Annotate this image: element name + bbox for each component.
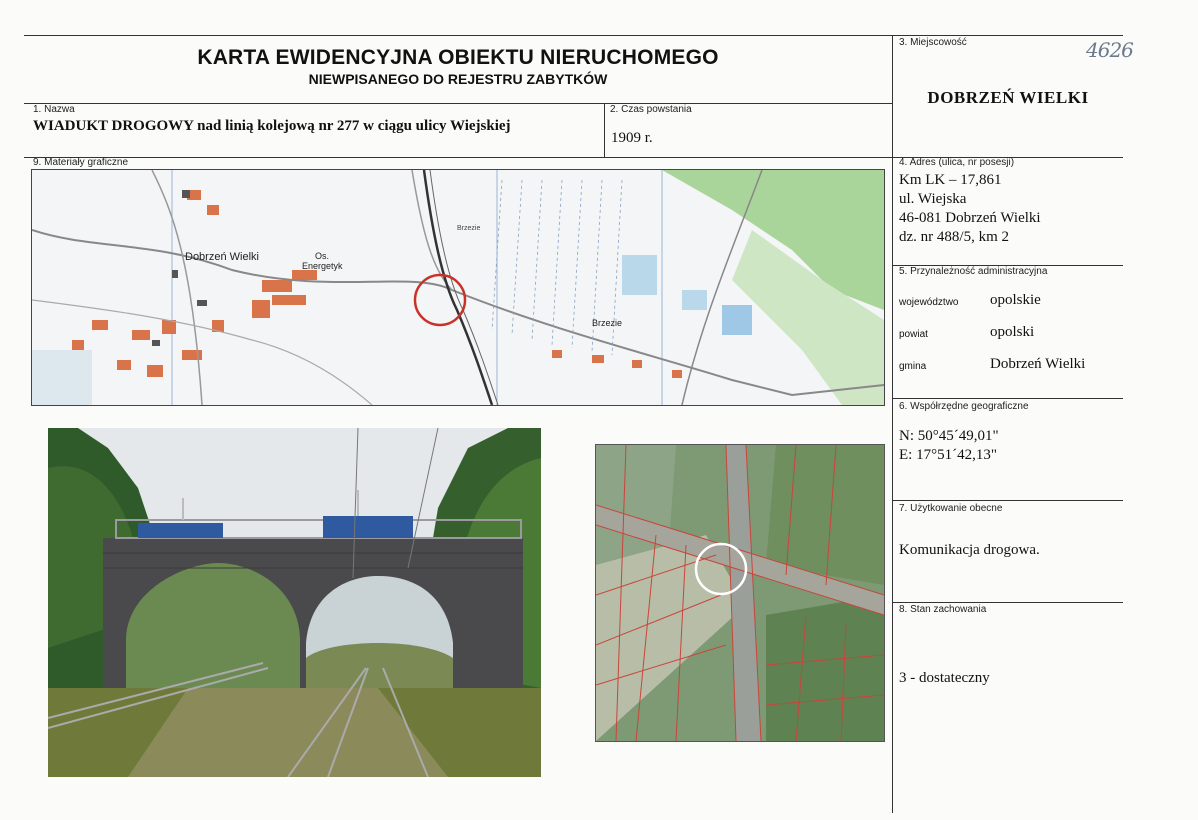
orthophoto-map [595, 444, 885, 742]
coord-n: N: 50°45´49,01" [899, 428, 999, 444]
coord-divider [892, 500, 1123, 501]
card-subtitle: NIEWPISANEGO DO REJESTRU ZABYTKÓW [308, 71, 608, 87]
miejscowosc-label: 3. Miejscowość [899, 37, 967, 48]
wspolrzedne-label: 6. Współrzędne geograficzne [899, 401, 1029, 412]
wojewodztwo-value: opolskie [990, 292, 1041, 308]
stan-label: 8. Stan zachowania [899, 604, 987, 615]
adres-line: ul. Wiejska [899, 191, 967, 207]
materialy-label: 9. Materiały graficzne [33, 157, 129, 168]
viaduct-photo [48, 428, 541, 777]
czas-label: 2. Czas powstania [610, 104, 692, 115]
gmina-label: gmina [899, 361, 927, 372]
map-label-energetyk: Energetyk [302, 261, 343, 271]
map-label-dobrzen: Dobrzeń Wielki [185, 251, 259, 263]
orthophoto-drawing [596, 445, 884, 741]
map-label-os: Os. [315, 251, 330, 261]
uzytkowanie-value: Komunikacja drogowa. [899, 542, 1040, 558]
adres-value [899, 171, 1041, 247]
nazwa-value: WIADUKT DROGOWY nad linią kolejową nr 277 w ciągu ulicy Wiejskiej [33, 118, 511, 134]
adres-label: 4. Adres (ulica, nr posesji) [899, 157, 1015, 168]
map-label-brzezie-2: Brzezie [592, 318, 623, 328]
adres-line: dz. nr 488/5, km 2 [899, 229, 1009, 245]
stan-value: 3 - dostateczny [899, 670, 990, 686]
coordinates [899, 427, 999, 465]
powiat-label: powiat [899, 329, 928, 340]
czas-value: 1909 r. [611, 130, 653, 146]
photo-drawing [48, 428, 541, 777]
adres-line: Km LK – 17,861 [899, 172, 1002, 188]
handwritten-number: 4626 [1086, 38, 1133, 62]
time-vertical [604, 103, 605, 157]
top-border [24, 35, 1123, 36]
coord-e: E: 17°51´42,13" [899, 447, 997, 463]
usage-divider [892, 602, 1123, 603]
gmina-value: Dobrzeń Wielki [990, 356, 1086, 372]
nazwa-label: 1. Nazwa [33, 104, 75, 115]
miejscowosc-value: DOBRZEŃ WIELKI [927, 88, 1089, 107]
map-drawing [32, 170, 884, 405]
map-label-brzezie-1: Brzezie [457, 225, 481, 232]
powiat-value: opolski [990, 324, 1035, 340]
topographic-map [31, 169, 885, 406]
adres-line: 46-081 Dobrzeń Wielki [899, 210, 1041, 226]
header-divider [24, 103, 892, 104]
card-title: KARTA EWIDENCYJNA OBIEKTU NIERUCHOMEGO [197, 46, 719, 69]
przynaleznosc-label: 5. Przynależność administracyjna [899, 266, 1048, 277]
main-vertical [892, 35, 893, 813]
uzytkowanie-label: 7. Użytkowanie obecne [899, 503, 1003, 514]
przyn-divider [892, 398, 1123, 399]
wojewodztwo-label: województwo [899, 297, 959, 308]
